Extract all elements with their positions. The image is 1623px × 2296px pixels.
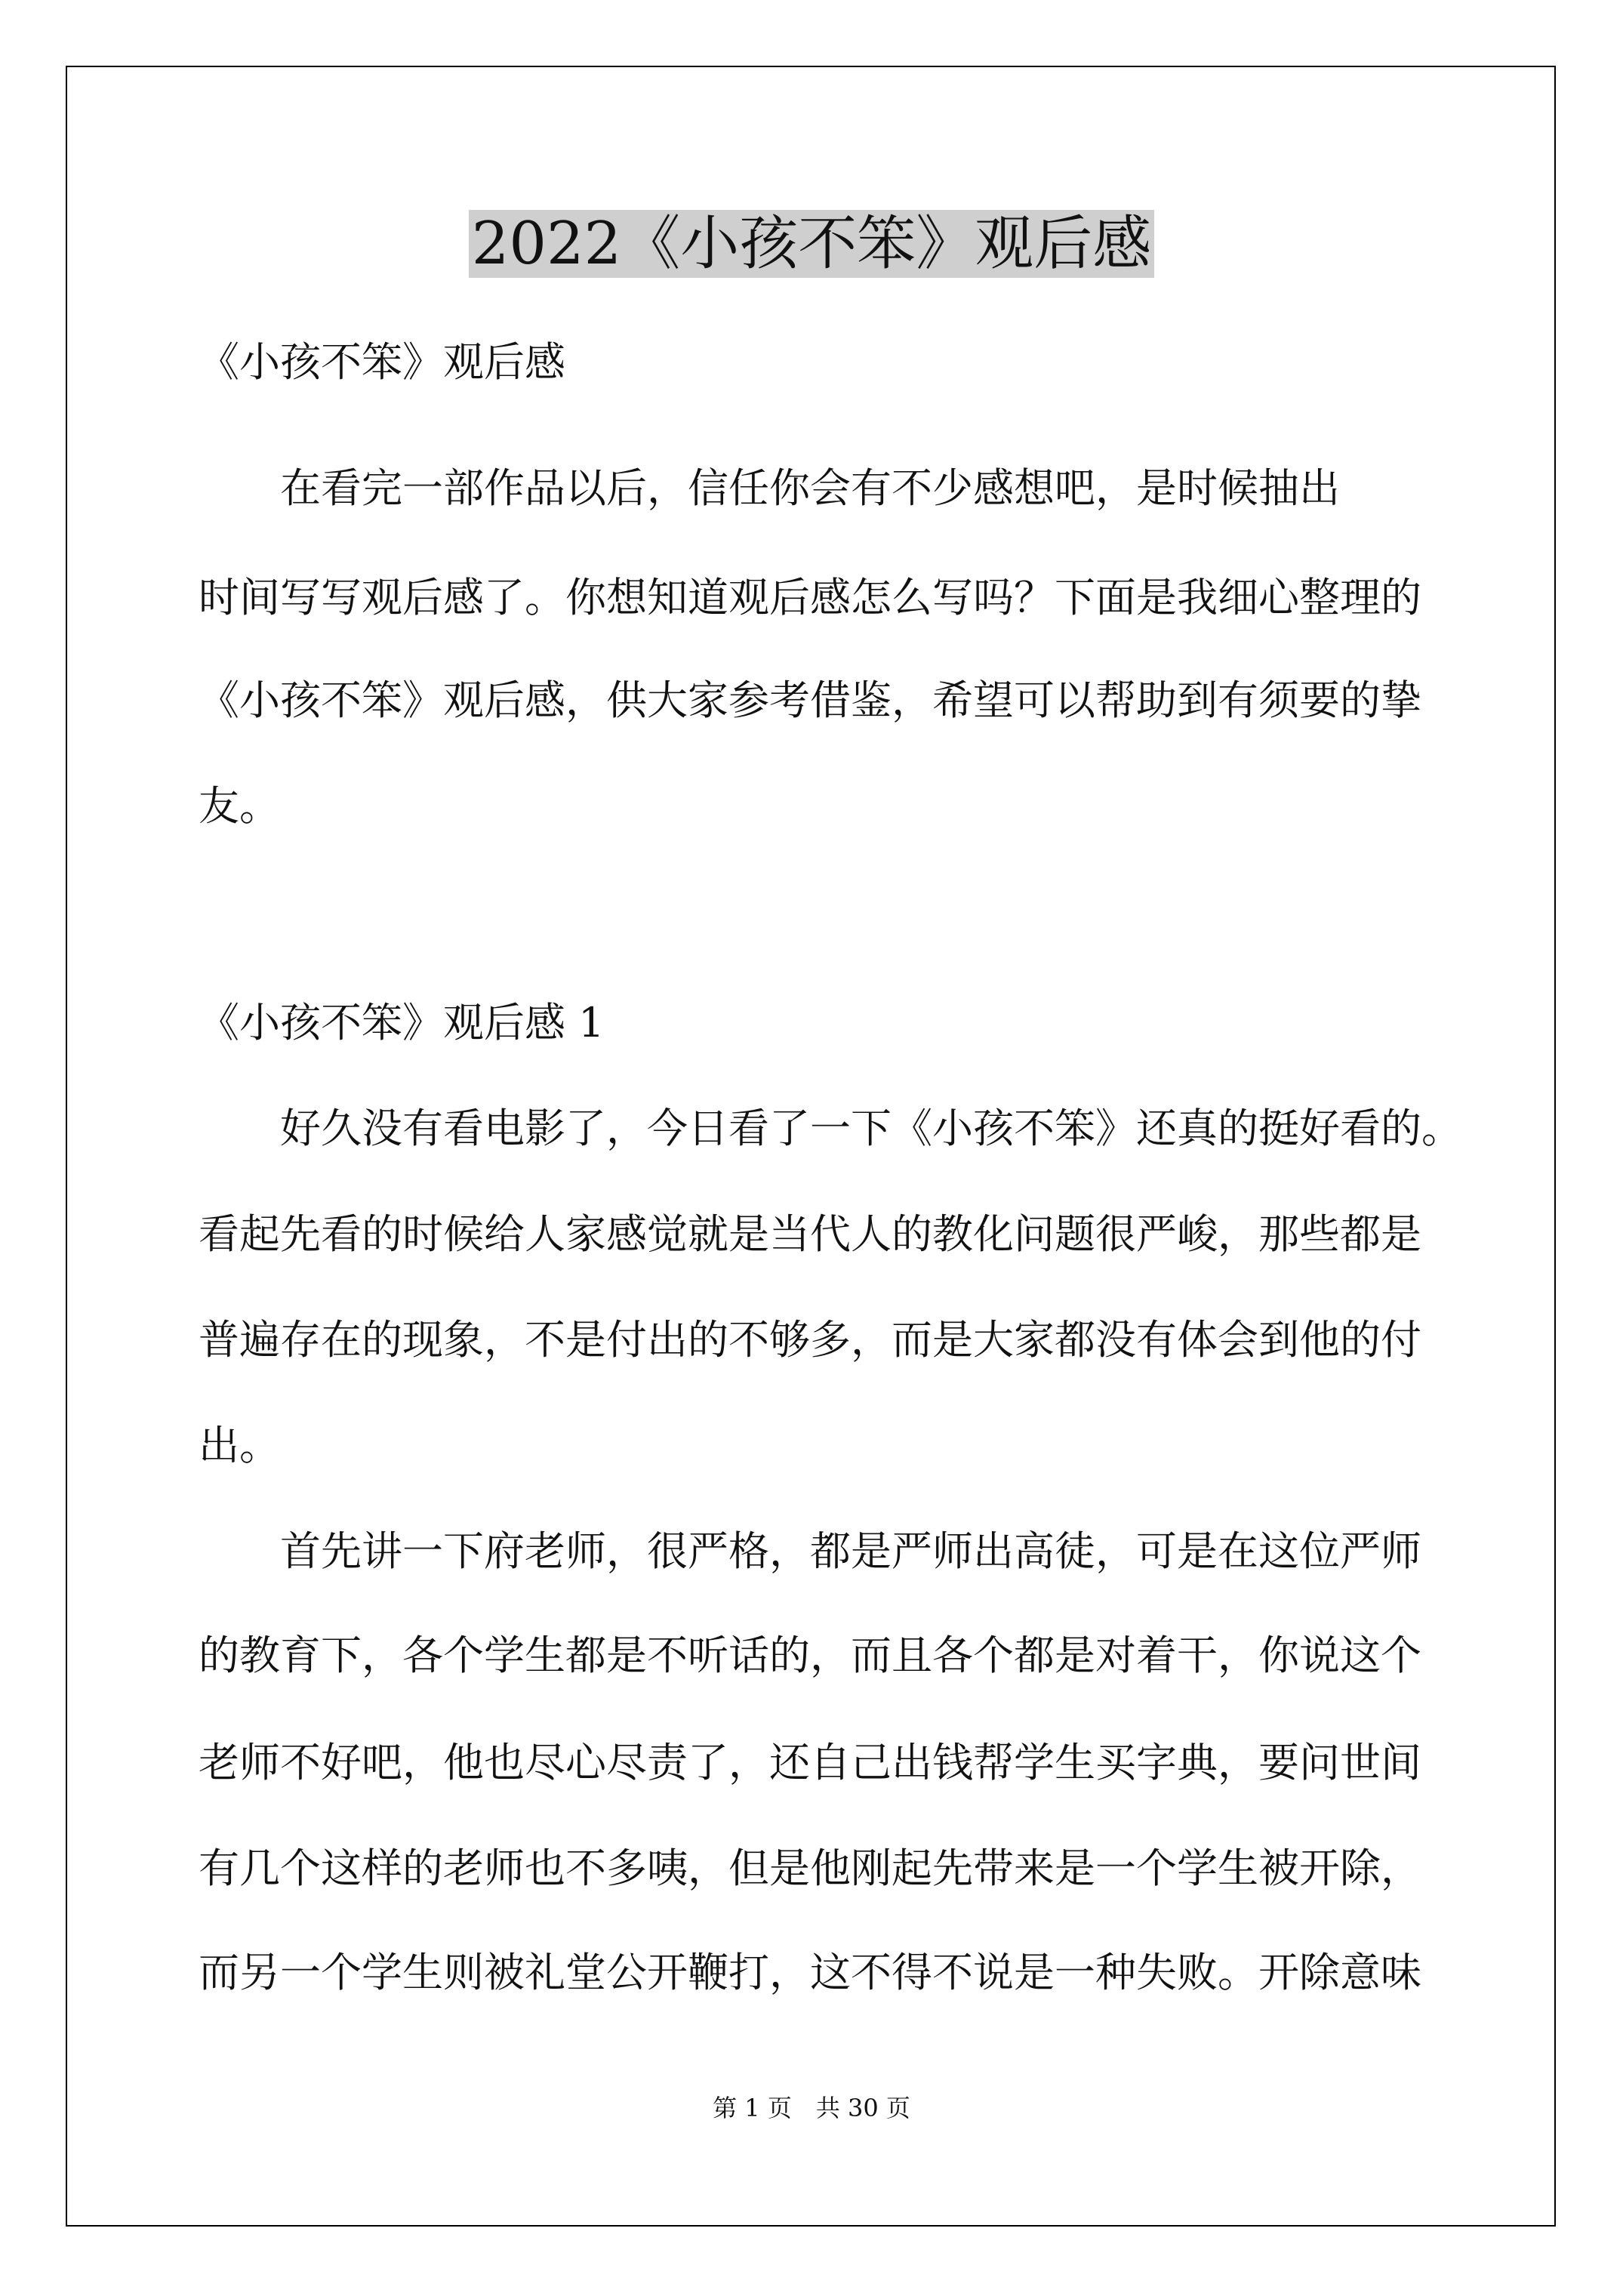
body-line: 普遍存在的现象，不是付出的不够多，而是大家都没有体会到他的付 xyxy=(199,1316,1421,1364)
document-title xyxy=(0,202,1623,285)
body-line: 《小孩不笨》观后感，供大家参考借鉴，希望可以帮助到有须要的挚 xyxy=(199,676,1421,724)
body-line: 有几个这样的老师也不多咦，但是他刚起先带来是一个学生被开除， xyxy=(199,1845,1421,1892)
body-line: 《小孩不笨》观后感 xyxy=(199,338,565,386)
body-line: 《小孩不笨》观后感 1 xyxy=(199,999,605,1046)
body-line: 时间写写观后感了。你想知道观后感怎么写吗？下面是我细心整理的 xyxy=(199,574,1421,621)
body-line: 老师不好吧，他也尽心尽责了，还自己出钱帮学生买字典，要问世间 xyxy=(199,1739,1421,1786)
body-line: 首先讲一下府老师，很严格，都是严师出高徒，可是在这位严师 xyxy=(199,1527,1421,1575)
body-line: 看起先看的时候给人家感觉就是当代人的教化问题很严峻，那些都是 xyxy=(199,1210,1421,1258)
body-line: 出。 xyxy=(199,1422,280,1469)
document-title-text: 2022《小孩不笨》观后感 xyxy=(469,210,1155,278)
page-footer: 第 1 页 共 30 页 xyxy=(713,2094,910,2122)
body-line: 在看完一部作品以后，信任你会有不少感想吧，是时候抽出 xyxy=(199,464,1340,512)
body-line: 而另一个学生则被礼堂公开鞭打，这不得不说是一种失败。开除意味 xyxy=(199,1949,1421,1996)
body-line: 好久没有看电影了，今日看了一下《小孩不笨》还真的挺好看的。 xyxy=(199,1105,1462,1152)
body-line: 的教育下，各个学生都是不听话的，而且各个都是对着干，你说这个 xyxy=(199,1632,1421,1679)
body-line: 友。 xyxy=(199,782,280,830)
